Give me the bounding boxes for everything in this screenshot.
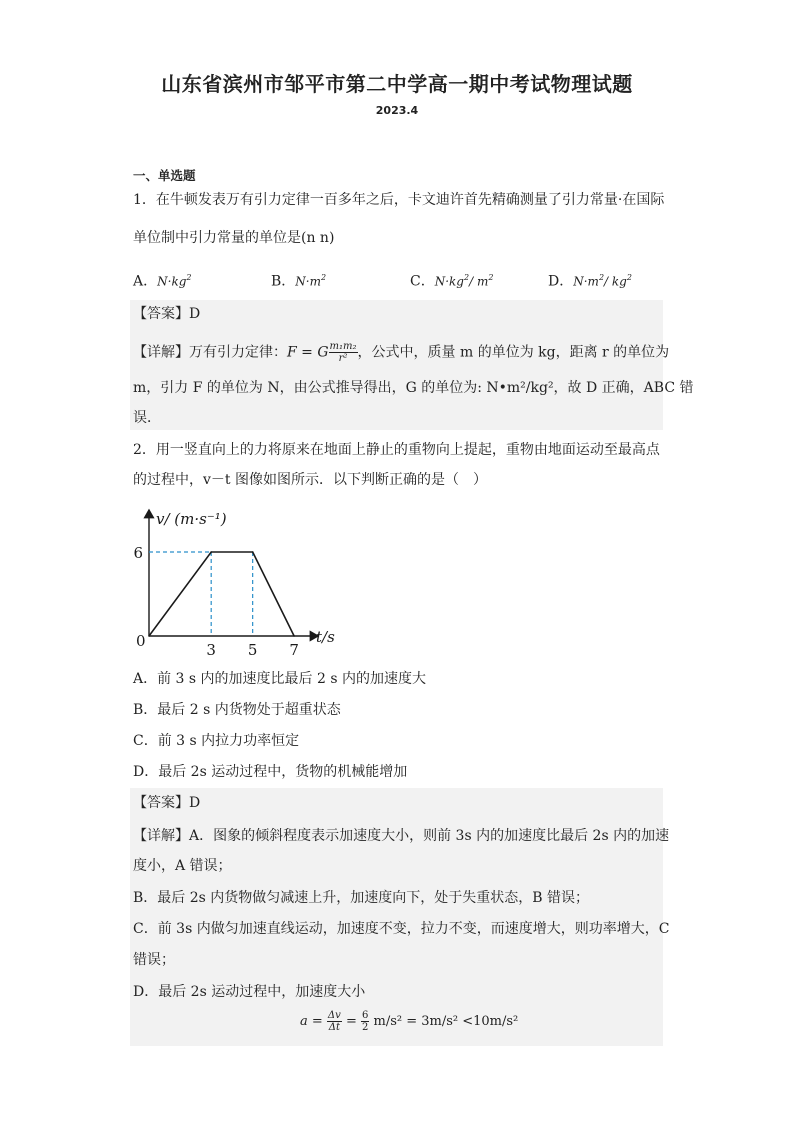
exam-date: 2023.4: [375, 104, 419, 117]
q2-detail-line6: D．最后 2s 运动过程中，加速度大小: [133, 984, 366, 1000]
q1-detail-line2: m，引力 F 的单位为 N，由公式推导得出，G 的单位为: N•m²/kg²，故 D 正确，ABC 错: [133, 380, 694, 396]
y-tick-label: 6: [133, 544, 143, 562]
q2-option-c: C．前 3 s 内拉力功率恒定: [133, 733, 300, 749]
data-point: [210, 551, 212, 553]
page-title: 山东省滨州市邹平市第二中学高一期中考试物理试题: [161, 72, 633, 96]
x-tick-label: 5: [247, 641, 258, 659]
q2-option-a: A．前 3 s 内的加速度比最后 2 s 内的加速度大: [133, 671, 426, 687]
q2-stem-line1: 2．用一竖直向上的力将原来在地面上静止的重物向上提起，重物由地面运动至最高点: [133, 442, 660, 458]
q1-option-a: A．$N\cdot kg^2$: [133, 273, 192, 290]
q2-option-b: B．最后 2 s 内货物处于超重状态: [133, 702, 341, 718]
q1-answer: 【答案】D: [133, 306, 201, 322]
q2-option-d: D．最后 2s 运动过程中，货物的机械能增加: [133, 764, 408, 780]
data-point: [148, 635, 150, 637]
q2-stem-line2: 的过程中，v－t 图像如图所示．以下判断正确的是（ ）: [133, 472, 487, 488]
y-axis-label: v/ (m·s⁻¹): [156, 510, 227, 528]
velocity-time-chart: [130, 500, 350, 660]
origin-label: 0: [136, 632, 146, 650]
x-tick-label: 7: [289, 641, 299, 659]
q1-stem-line1: 1．在牛顿发表万有引力定律一百多年之后，卡文迪许首先精确测量了引力常量·在国际: [133, 192, 665, 208]
q2-detail-line5: 错误；: [133, 952, 175, 968]
q1-option-b: B．$N\cdot m^2$: [271, 273, 327, 290]
q2-detail-line4: C．前 3s 内做匀加速直线运动，加速度不变，拉力不变，而速度增大，则功率增大，C: [133, 921, 670, 937]
data-point: [252, 551, 254, 553]
section-heading: 一、单选题: [133, 168, 196, 183]
x-axis-label: t/s: [316, 628, 335, 646]
q2-detail-line2: 度小，A 错误；: [133, 858, 232, 874]
velocity-series-line: [149, 552, 294, 636]
q1-option-c: C．$N\cdot kg^2/$ $m^2$: [410, 273, 494, 290]
q1-stem-line2: 单位制中引力常量的单位是(n n): [133, 230, 335, 246]
data-point: [293, 635, 295, 637]
q2-detail-line3: B．最后 2s 内货物做匀减速上升，加速度向下，处于失重状态，B 错误；: [133, 890, 590, 906]
delta-fraction: $\frac{\Delta v}{\Delta t}$: [327, 1010, 341, 1033]
acceleration-formula: a = $\frac{\Delta v}{\Delta t}$ = $\frac{6}{2}$ m/s² = 3m/s² <10m/s²: [300, 1010, 519, 1033]
x-tick-label: 3: [206, 641, 216, 659]
q1-detail-line1: 【详解】万有引力定律：F = G $\frac{\text{m₁m₂}}{\text{r²}}$ ，公式中，质量 m 的单位为 kg，距离 r 的单位为: [133, 341, 670, 364]
q2-answer: 【答案】D: [133, 795, 201, 811]
q1-option-d: D．$N\cdot m^2/$ $kg^2$: [548, 273, 632, 290]
q2-detail-line1: 【详解】A．图象的倾斜程度表示加速度大小，则前 3s 内的加速度比最后 2s 内的加速: [133, 828, 670, 844]
value-fraction: $\frac{6}{2}$: [361, 1010, 369, 1033]
q1-detail-line3: 误．: [133, 410, 161, 426]
gravitation-fraction: $\frac{\text{m₁m₂}}{\text{r²}}$: [329, 341, 357, 364]
